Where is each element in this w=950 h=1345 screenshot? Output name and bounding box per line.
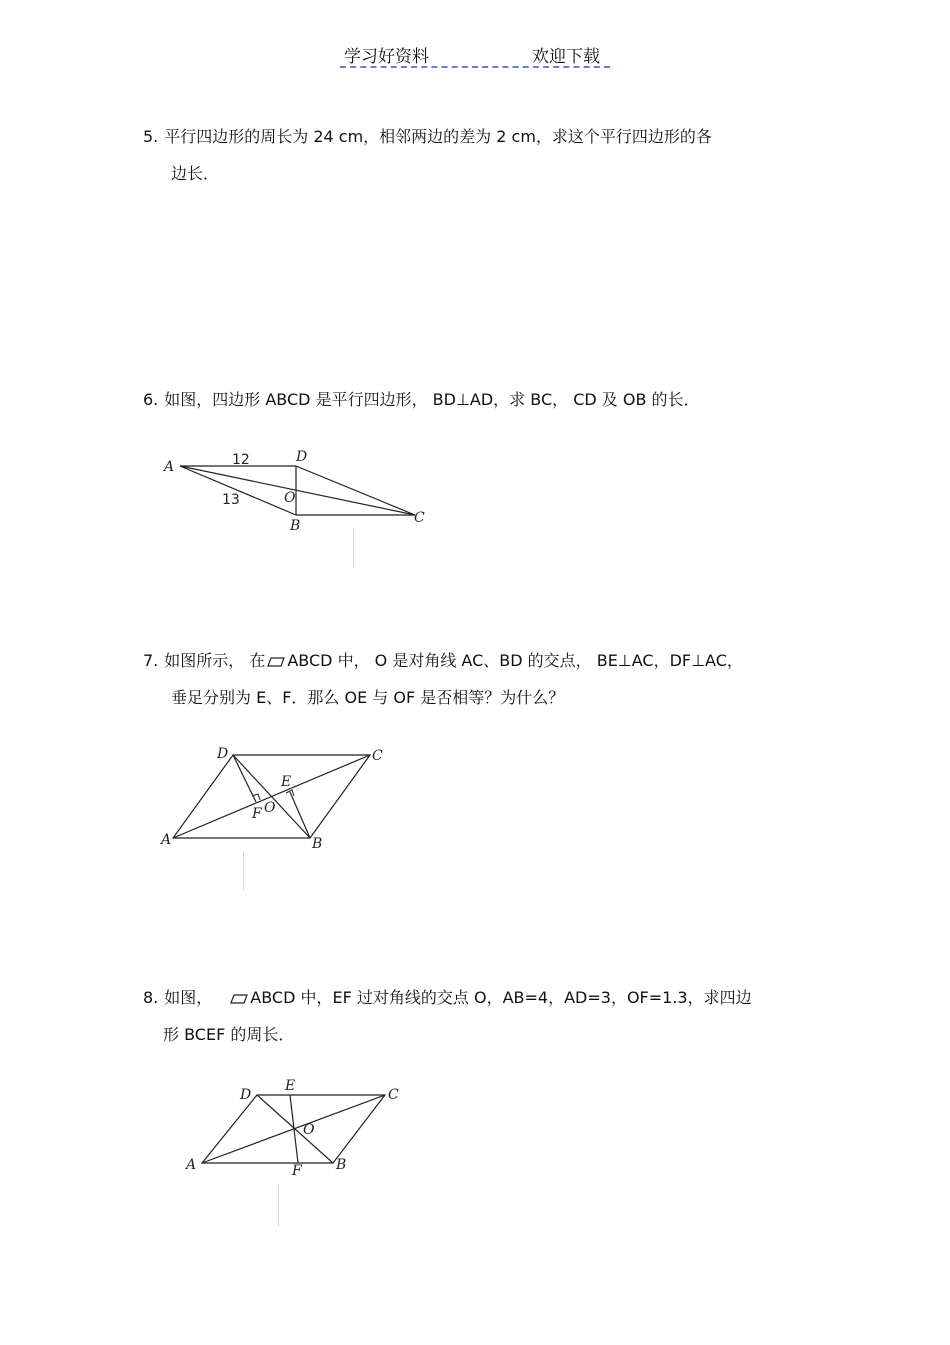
label-A: A	[186, 1157, 197, 1173]
label-A: A	[161, 832, 172, 848]
label-length-AD: 12	[232, 452, 250, 468]
label-E: E	[281, 774, 292, 790]
figure-8	[180, 1078, 410, 1178]
label-O: O	[303, 1122, 315, 1138]
question-text-line2: 边长．	[171, 164, 220, 183]
label-D: D	[240, 1087, 252, 1103]
label-C: C	[414, 510, 425, 526]
label-F: F	[292, 1163, 302, 1178]
question-text: ABCD 中， O 是对角线 AC、BD 的交点， BE⊥AC，DF⊥AC，	[287, 651, 743, 670]
divider-line	[278, 1184, 279, 1226]
label-B: B	[290, 518, 301, 534]
page-header	[340, 40, 610, 68]
question-8	[143, 979, 823, 1053]
question-6	[143, 381, 823, 418]
label-length-AB: 13	[222, 492, 240, 508]
divider-line	[353, 528, 354, 568]
question-text-line2: 形 BCEF 的周长．	[163, 1025, 295, 1044]
label-A: A	[164, 459, 175, 475]
question-text: 如图所示， 在	[164, 651, 266, 670]
question-text: 如图，	[164, 988, 213, 1007]
question-7	[143, 642, 823, 716]
header-right: 欢迎下载	[532, 47, 600, 67]
figure-6	[160, 440, 440, 540]
figure-7	[155, 740, 395, 855]
question-number: 8.	[143, 988, 159, 1007]
label-E: E	[285, 1078, 296, 1094]
divider-line	[243, 852, 244, 890]
question-text: 平行四边形的周长为 24 cm，相邻两边的差为 2 cm，求这个平行四边形的各	[164, 127, 712, 146]
label-C: C	[372, 748, 383, 764]
label-F: F	[252, 806, 262, 822]
question-number: 5.	[143, 127, 159, 146]
question-text: 如图，四边形 ABCD 是平行四边形， BD⊥AD，求 BC， CD 及 OB 的长．	[164, 390, 700, 409]
question-text: ABCD 中，EF 过对角线的交点 O，AB=4，AD=3，OF=1.3，求四边	[250, 988, 752, 1007]
label-O: O	[264, 800, 276, 816]
parallelogram-icon	[267, 657, 285, 667]
header-left: 学习好资料	[344, 47, 429, 67]
parallelogram-icon	[230, 994, 248, 1004]
question-5	[143, 118, 823, 192]
label-D: D	[296, 449, 308, 465]
question-number: 6.	[143, 390, 159, 409]
label-C: C	[388, 1087, 399, 1103]
label-O: O	[284, 490, 296, 506]
label-B: B	[312, 836, 323, 852]
label-B: B	[336, 1157, 347, 1173]
label-D: D	[217, 746, 229, 762]
question-text-line2: 垂足分别为 E、F．那么 OE 与 OF 是否相等？为什么？	[171, 688, 565, 707]
question-number: 7.	[143, 651, 159, 670]
